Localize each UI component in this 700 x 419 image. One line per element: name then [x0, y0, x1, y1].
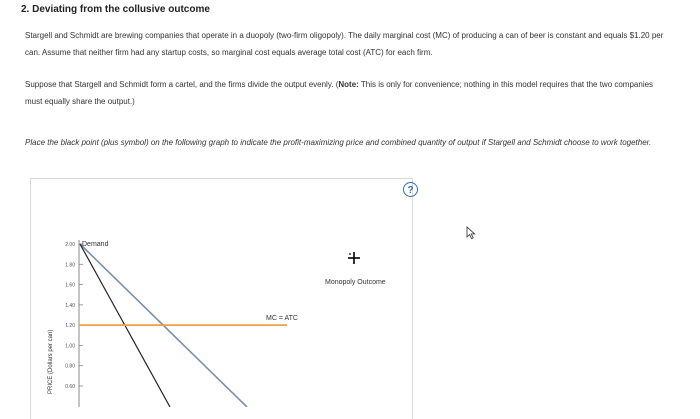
y-tick-label: 1.60	[65, 282, 75, 289]
question-title: 2. Deviating from the collusive outcome	[21, 4, 210, 15]
y-ticks	[65, 242, 83, 390]
demand-label: Demand	[82, 241, 109, 248]
paragraph-cartel-tail: This is only for convenience; nothing in this model requires that the two companies must equally share the output.)	[25, 80, 654, 106]
mc-atc-label: MC = ATC	[266, 315, 298, 322]
plus-symbol-dot[interactable]	[349, 253, 351, 255]
paragraph-intro: Stargell and Schmidt are brewing companies that operate in a duopoly (two-firm oligopoly). The daily marginal cost (MC) of producing a can of beer is constant and equals $1.20 per can. Assume that neither firm had any startup costs, so marginal cost equals average total cost (ATC) for each firm.	[25, 31, 664, 57]
mouse-pointer-icon	[466, 226, 478, 240]
instruction-text: Place the black point (plus symbol) on the following graph to indicate the profit-maximizing price and combined quantity of output if Stargell and Schmidt choose to work together.	[25, 138, 652, 147]
note-label: Note:	[338, 80, 359, 89]
monopoly-outcome-label: Monopoly Outcome	[325, 279, 386, 286]
paragraph-cartel-lead: Suppose that Stargell and Schmidt form a cartel, and the firms divide the output evenly. (	[25, 80, 339, 89]
y-tick-label: 0.80	[65, 363, 75, 370]
y-axis-label: PRICE (Dollars per can)	[48, 329, 54, 394]
y-tick-label: 2.00	[65, 242, 75, 248]
help-icon[interactable]: ?	[403, 182, 418, 197]
y-tick-label: 1.80	[65, 262, 75, 269]
y-tick-label: 1.00	[65, 343, 75, 350]
monopoly-outcome-tool[interactable]	[325, 252, 386, 286]
y-tick-label: 1.40	[65, 302, 75, 309]
y-tick-label: 1.20	[65, 323, 75, 330]
y-tick-label: 0.60	[65, 384, 75, 390]
